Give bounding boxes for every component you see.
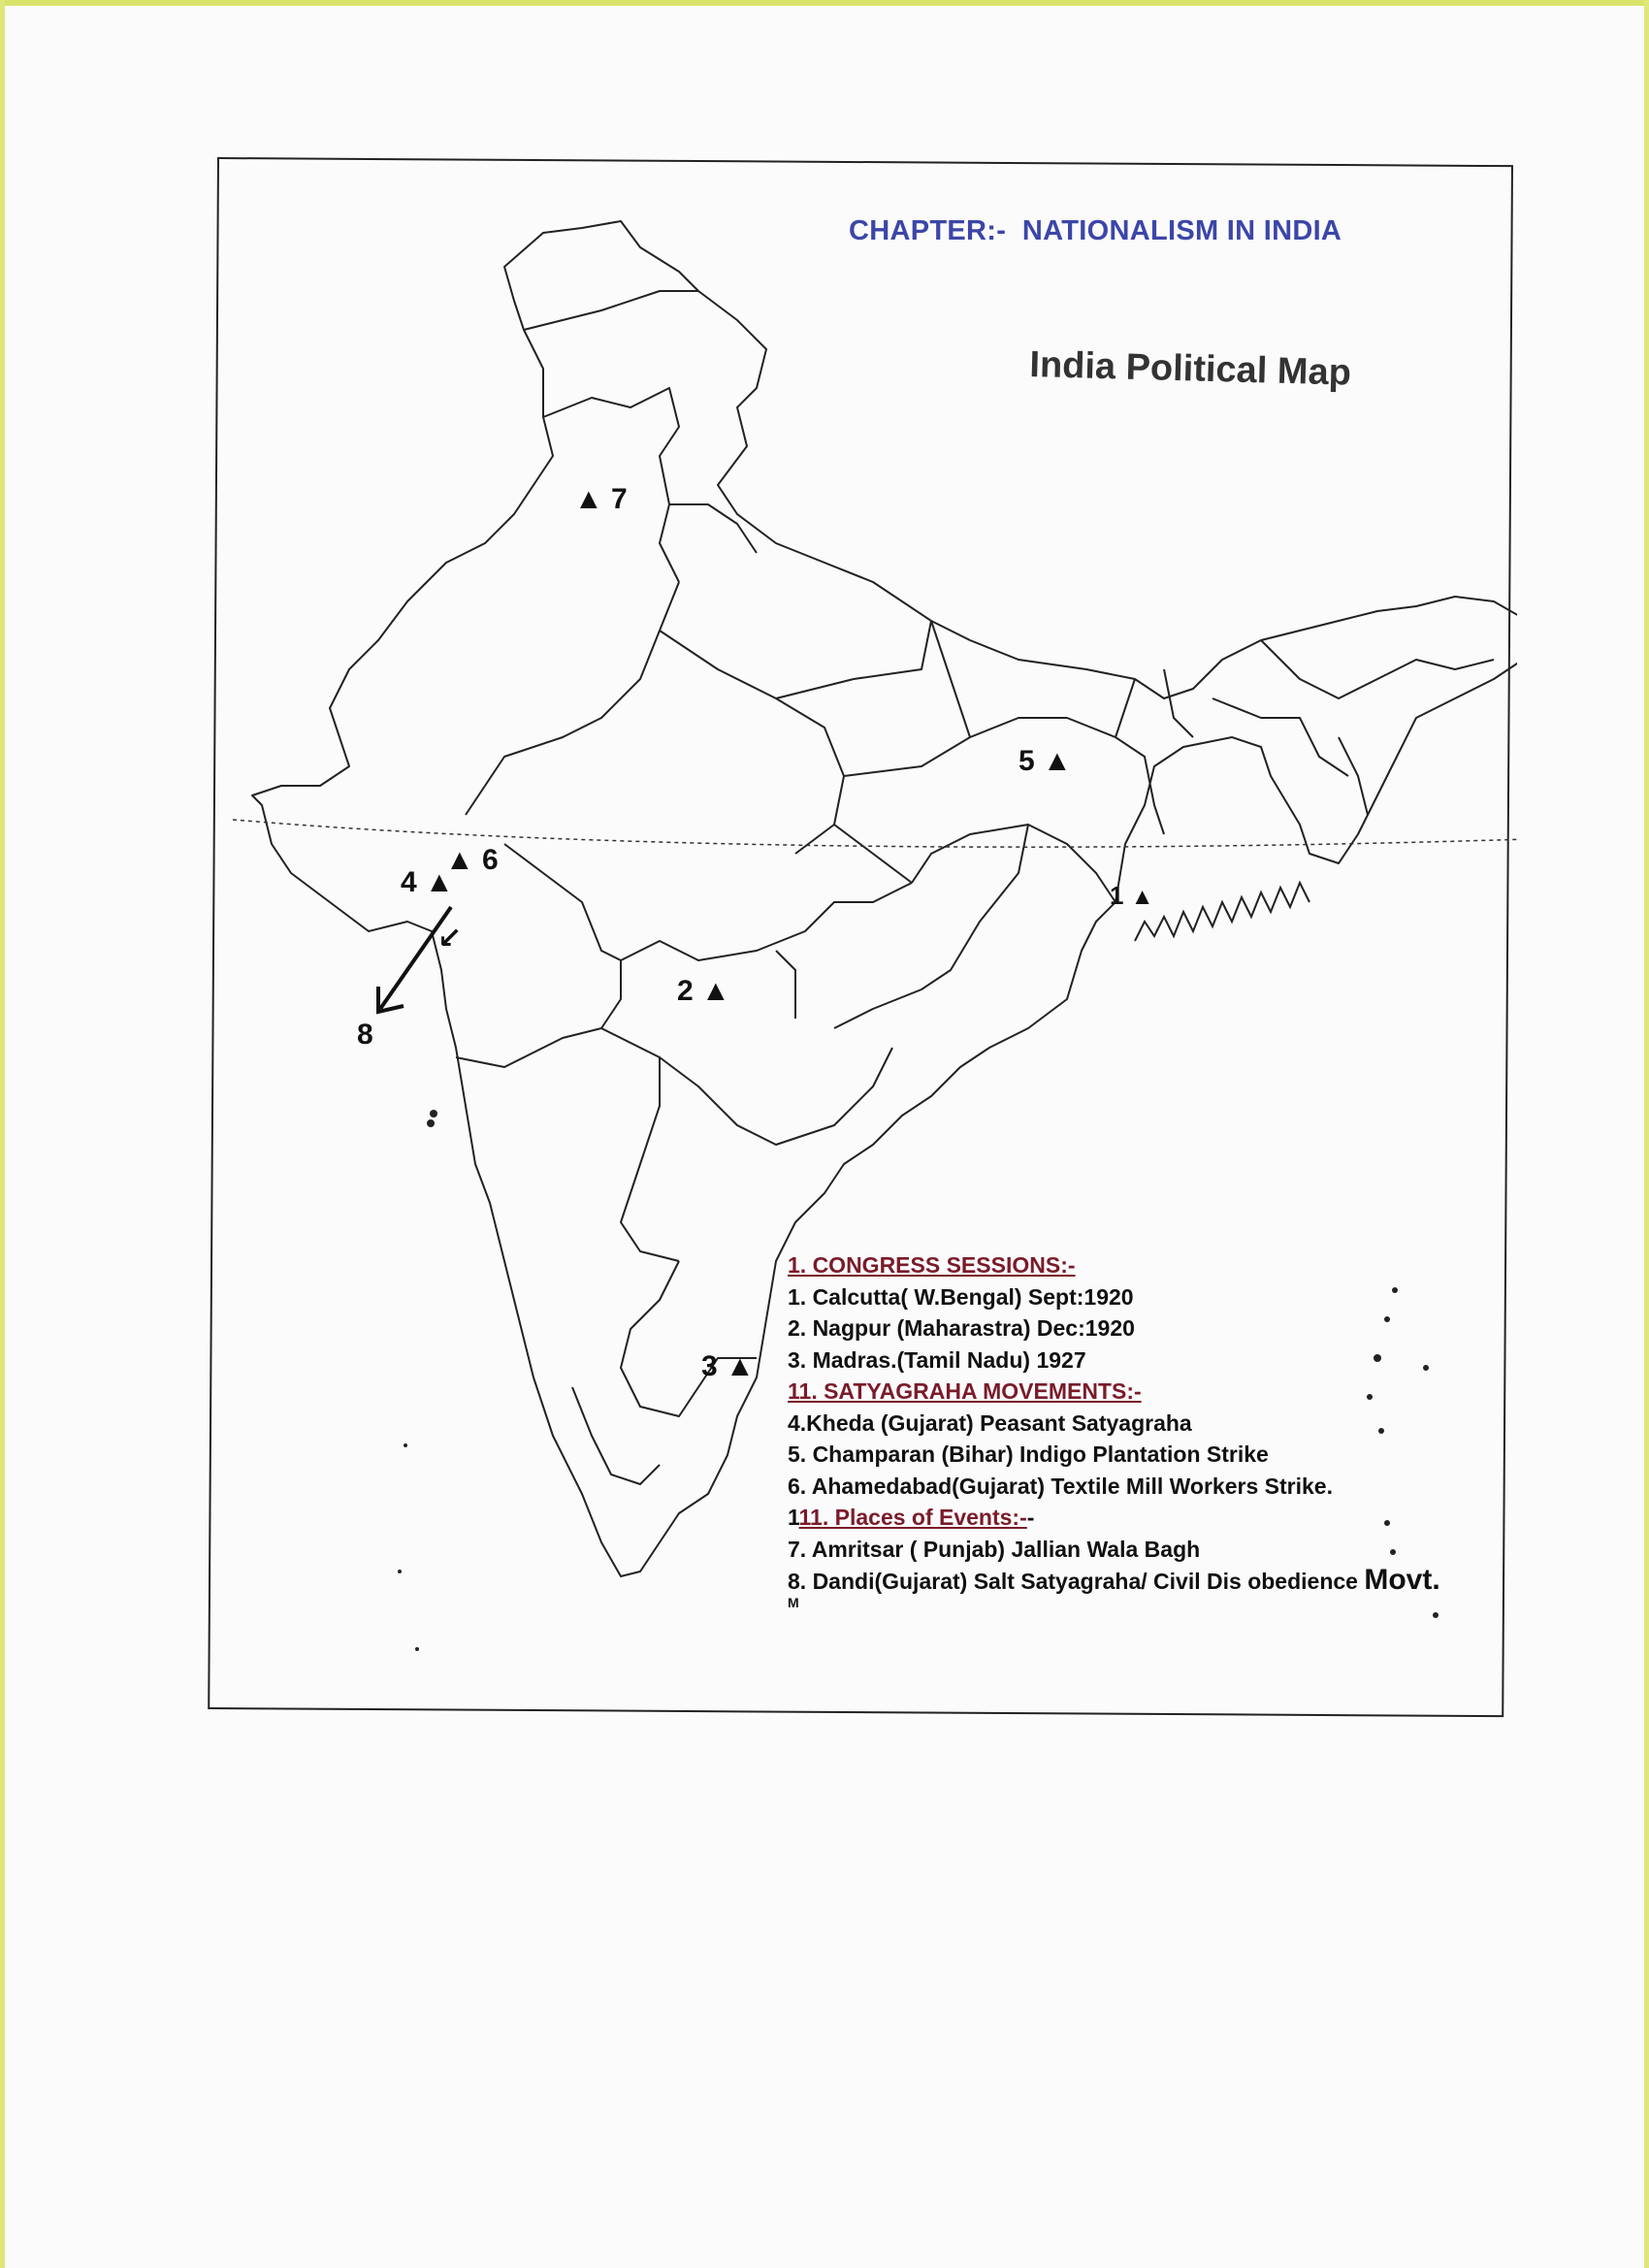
marker-label: 3: [701, 1350, 718, 1382]
legend-heading-congress: 1. CONGRESS SESSIONS:-: [788, 1252, 1076, 1278]
page-edge-top: [0, 0, 1649, 6]
lakshadweep-islands: [398, 1110, 437, 1651]
triangle-icon: ▲: [425, 866, 454, 898]
marker-label: 8: [357, 1019, 373, 1051]
legend-item-1: 1. Calcutta( W.Bengal) Sept:1920: [788, 1283, 1134, 1310]
legend-heading-places: 11. Places of Events:-: [798, 1505, 1027, 1530]
marker-label: 2: [677, 975, 694, 1007]
tropic-of-cancer-line: [233, 820, 1517, 847]
page-edge-left: [0, 0, 5, 2268]
marker-5: [1018, 745, 1072, 778]
legend-box: [788, 1249, 1486, 1607]
dandi-arrow: [369, 897, 475, 1023]
triangle-icon: ▲: [726, 1350, 755, 1382]
map-title: India Political Map: [1028, 344, 1352, 394]
marker-label: 4: [401, 866, 417, 898]
marker-8: [357, 1019, 373, 1052]
legend-item-8-suffix: Movt.: [1364, 1564, 1440, 1596]
marker-6: [445, 844, 499, 877]
marker-label: 7: [611, 483, 628, 515]
legend-item-8: 8. Dandi(Gujarat) Salt Satyagraha/ Civil Dis obedience: [788, 1569, 1365, 1594]
marker-label: 6: [482, 844, 499, 876]
legend-item-7: 7. Amritsar ( Punjab) Jallian Wala Bagh: [788, 1536, 1201, 1562]
marker-2: [677, 975, 730, 1008]
marker-label: 1: [1110, 881, 1124, 910]
legend-heading-places-prefix: 1: [788, 1505, 799, 1530]
legend-item-6: 6. Ahamedabad(Gujarat) Textile Mill Workers Strike.: [788, 1473, 1333, 1499]
triangle-icon: ▲: [1043, 745, 1072, 777]
triangle-icon: ↙: [437, 923, 463, 955]
legend-item-4: 4.Kheda (Gujarat) Peasant Satyagraha: [788, 1409, 1192, 1436]
triangle-icon: ▲: [574, 483, 603, 515]
legend-cut-line: M: [788, 1597, 799, 1607]
legend-heading-places-tail: -: [1026, 1505, 1035, 1530]
triangle-icon: ▲: [1130, 884, 1154, 910]
legend-item-2: 2. Nagpur (Maharastra) Dec:1920: [788, 1315, 1135, 1341]
sundarbans-coast: [1135, 883, 1310, 941]
legend-item-3: 3. Madras.(Tamil Nadu) 1927: [788, 1346, 1086, 1373]
page-edge-right: [1644, 0, 1649, 2268]
marker-3: [701, 1350, 755, 1383]
triangle-icon: ▲: [701, 975, 730, 1007]
legend-item-8-row: [788, 1565, 1486, 1598]
legend-item-5: 5. Champaran (Bihar) Indigo Plantation Strike: [788, 1442, 1269, 1467]
marker-7: [574, 483, 628, 516]
marker-label: 5: [1018, 745, 1035, 777]
marker-1: [1110, 881, 1153, 911]
triangle-icon: ▲: [445, 844, 474, 876]
chapter-title: CHAPTER:- NATIONALISM IN INDIA: [849, 215, 1342, 246]
legend-heading-satyagraha: 11. SATYAGRAHA MOVEMENTS:-: [788, 1378, 1142, 1404]
legend-heading-places-row: [788, 1502, 1486, 1534]
